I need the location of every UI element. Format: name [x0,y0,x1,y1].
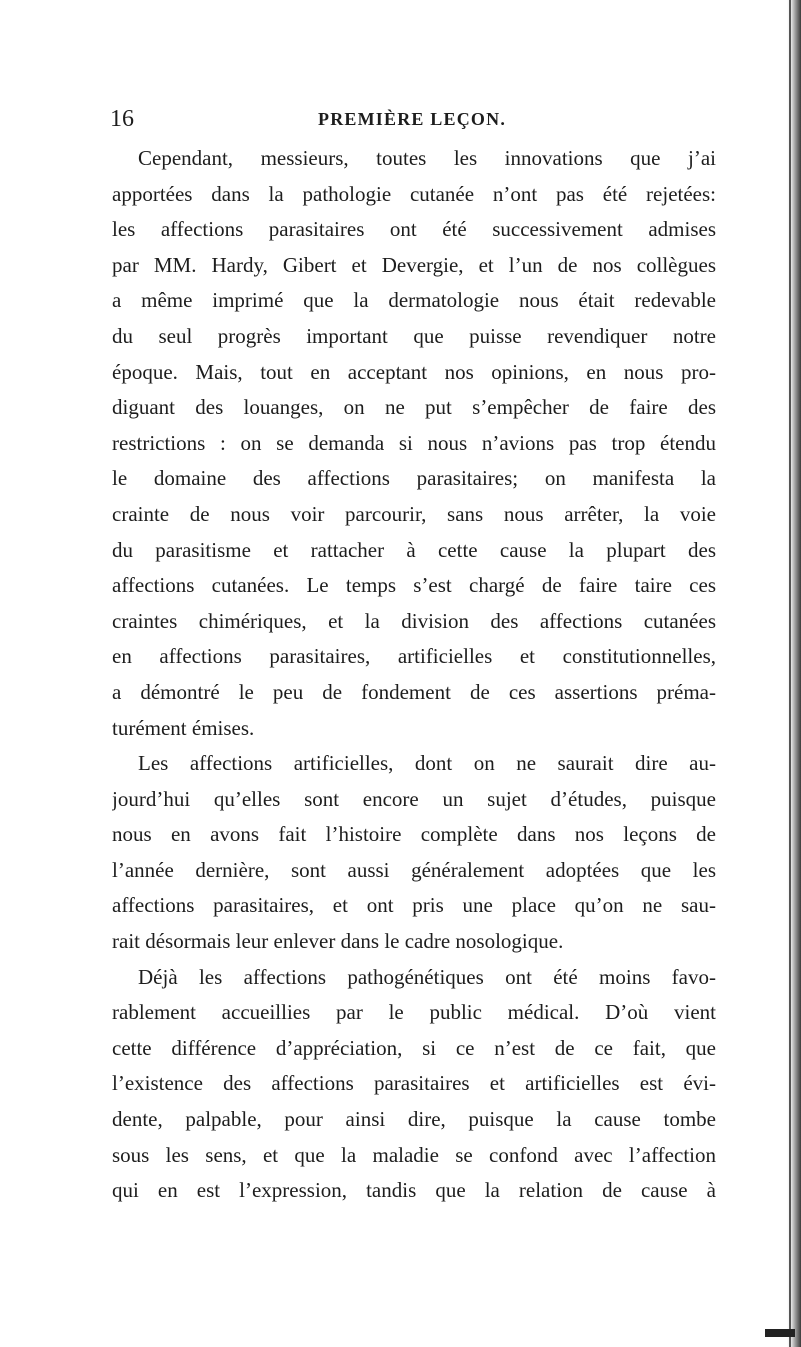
text-line: jourd’hui qu’elles sont encore un sujet d’études, puisque [112,786,716,811]
text-line: du seul progrès important que puisse revendiquer notre [112,323,716,348]
text-line: turément émises. [112,715,255,740]
text-line: affections parasitaires, et ont pris une place qu’on ne sau- [112,893,716,918]
page-edge-line [789,0,791,1347]
text-line: par MM. Hardy, Gibert et Devergie, et l’un de nos collègues [112,252,716,277]
text-line: sous les sens, et que la maladie se confond avec l’affection [112,1142,716,1167]
page-header [110,104,750,134]
text-line: a démontré le peu de fondement de ces assertions préma- [112,679,716,704]
text-line: du parasitisme et rattacher à cette cause la plupart des [112,537,716,562]
text-line: le domaine des affections parasitaires; on manifesta la [112,466,716,491]
text-line: a même imprimé que la dermatologie nous était redevable [112,288,716,313]
text-line: Les affections artificielles, dont on ne saurait dire au- [138,751,716,776]
text-line: rablement accueillies par le public médical. D’où vient [112,1000,716,1025]
text-line: diguant des louanges, on ne put s’empêcher de faire des [112,395,716,420]
text-line: en affections parasitaires, artificielles et constitutionnelles, [112,644,716,669]
text-line: qui en est l’expression, tandis que la relation de cause à [112,1178,716,1203]
text-line: l’année dernière, sont aussi généralement adoptées que les [112,857,716,882]
text-line: craintes chimériques, et la division des affections cutanées [112,608,716,633]
text-line: les affections parasitaires ont été successivement admises [112,217,716,242]
text-line: l’existence des affections parasitaires et artificielles est évi- [112,1071,716,1096]
text-line: dente, palpable, pour ainsi dire, puisque la cause tombe [112,1107,716,1132]
text-line: crainte de nous voir parcourir, sans nous arrêter, la voie [112,501,716,526]
scan-mark [765,1329,795,1337]
text-line: cette différence d’appréciation, si ce n’est de ce fait, que [112,1035,716,1060]
text-line: apportées dans la pathologie cutanée n’ont pas été rejetées: [112,181,716,206]
text-line: affections cutanées. Le temps s’est chargé de faire taire ces [112,573,716,598]
text-line: Déjà les affections pathogénétiques ont été moins favo- [138,964,716,989]
text-line: Cependant, messieurs, toutes les innovations que j’ai [138,146,716,170]
text-line: restrictions : on se demanda si nous n’avions pas trop étendu [112,430,716,455]
page-number: 16 [110,106,134,132]
running-head: PREMIÈRE LEÇON. [318,109,507,129]
text-line: rait désormais leur enlever dans le cadre nosologique. [112,929,564,954]
text-line: nous en avons fait l’histoire complète dans nos leçons de [112,822,716,847]
body-text [112,141,716,1209]
text-line: époque. Mais, tout en acceptant nos opinions, en nous pro- [112,359,716,384]
